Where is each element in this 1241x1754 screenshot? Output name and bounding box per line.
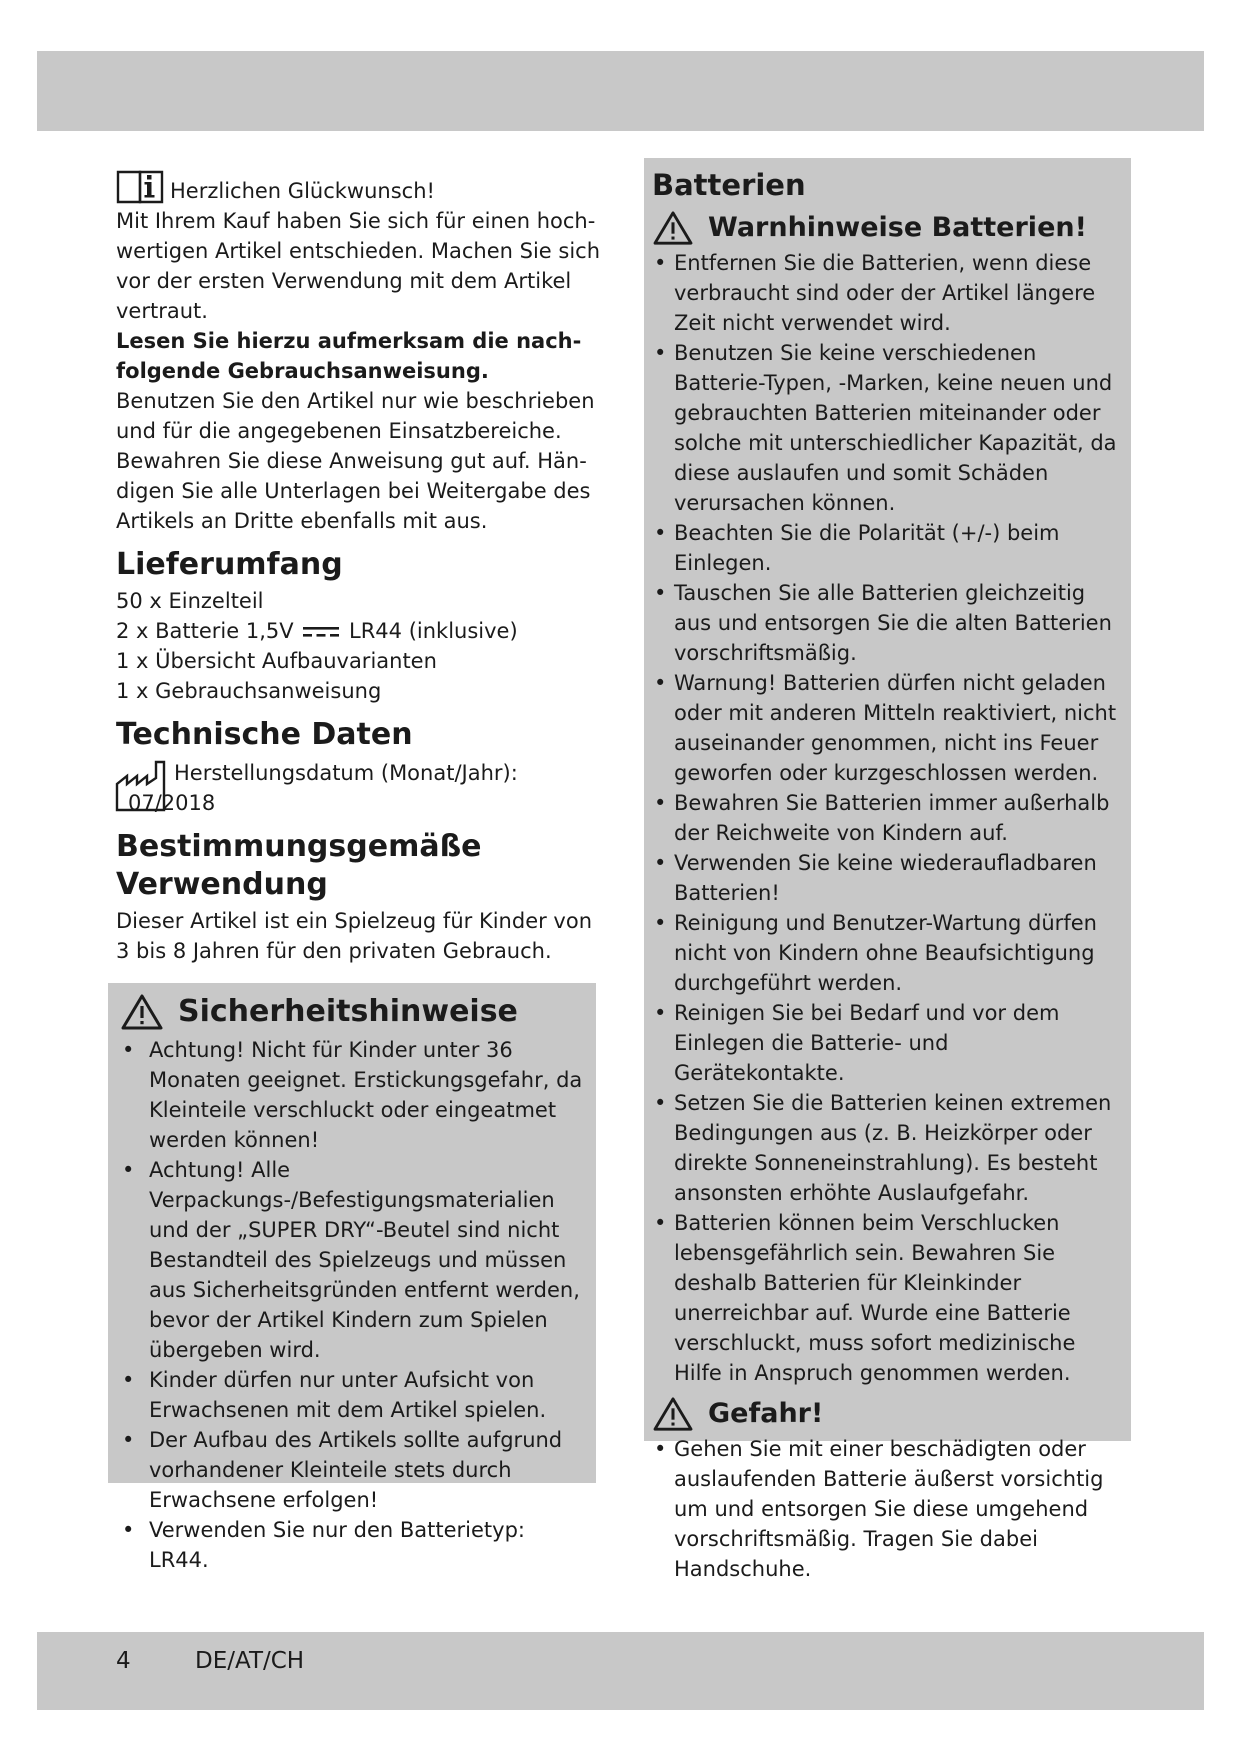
battery-warning-title: Warnhinweise Batterien! xyxy=(708,212,1087,243)
scope-item-2 xyxy=(116,616,606,646)
battery-title: Batterien xyxy=(652,168,806,202)
battery-item-6: • Bewahren Sie Batterien immer außerhalb der Reichweite von Kindern auf. xyxy=(652,788,1123,848)
manufacture-date-text xyxy=(128,758,518,818)
battery-item-11: • Batterien können beim Verschlucken lebensgefährlich sein. Bewahren Sie deshalb Batterien für Kleinkinder unerreichbar auf. Wurde eine Batterie verschluckt, muss sofort medizinische Hilfe in Anspruch genommen werden. xyxy=(652,1208,1123,1388)
read-instructions-line-2: folgende Gebrauchsanweisung. xyxy=(116,359,489,383)
intro-line-4: vertraut. xyxy=(116,299,208,323)
battery-warning-list xyxy=(652,248,1123,1388)
usage-line-5: Artikels an Dritte ebenfalls mit aus. xyxy=(116,509,488,533)
read-instructions-line-1: Lesen Sie hierzu aufmerksam die nach- xyxy=(116,329,582,353)
scope-item-2-prefix: 2 x Batterie 1,5V xyxy=(116,619,294,643)
manufacture-date-value: 07/2018 xyxy=(128,791,216,815)
manufacture-date-row xyxy=(116,758,606,818)
intended-use-line-2: 3 bis 8 Jahren für den privaten Gebrauch. xyxy=(116,939,552,963)
page-number: 4 xyxy=(116,1648,131,1674)
safety-heading xyxy=(120,993,584,1031)
battery-item-3: • Beachten Sie die Polarität (+/-) beim Einlegen. xyxy=(652,518,1123,578)
left-column xyxy=(116,168,606,966)
intro-line-3: vor der ersten Verwendung mit dem Artikel xyxy=(116,269,572,293)
usage-line-1: Benutzen Sie den Artikel nur wie beschrieben xyxy=(116,389,595,413)
safety-item-4: • Der Aufbau des Artikels sollte aufgrund vorhandener Kleinteile stets durch Erwachsene erfolgen! xyxy=(120,1425,584,1515)
usage-line-4: digen Sie alle Unterlagen bei Weitergabe des xyxy=(116,479,591,503)
safety-item-2: • Achtung! Alle Verpackungs-/Befestigungsmaterialien und der „SUPER DRY“-Beutel sind nicht Bestandteil des Spielzeugs und müssen aus Sicherheitsgründen entfernt werden, bevor der Artikel Kindern zum Spielen übergeben wird. xyxy=(120,1155,584,1365)
intro-greeting-row xyxy=(116,168,606,206)
battery-item-1: • Entfernen Sie die Batterien, wenn diese verbraucht sind oder der Artikel längere Zeit nicht verwendet wird. xyxy=(652,248,1123,338)
safety-item-3: • Kinder dürfen nur unter Aufsicht von Erwachsenen mit dem Artikel spielen. xyxy=(120,1365,584,1425)
danger-title: Gefahr! xyxy=(708,1398,824,1429)
language-codes: DE/AT/CH xyxy=(195,1648,305,1674)
battery-item-5: • Warnung! Batterien dürfen nicht geladen oder mit anderen Mitteln reaktiviert, nicht auseinander genommen, nicht ins Feuer geworfen oder kurzgeschlossen werden. xyxy=(652,668,1123,788)
usage-line-3: Bewahren Sie diese Anweisung gut auf. Hän- xyxy=(116,449,587,473)
usage-line-2: und für die angegebenen Einsatzbereiche. xyxy=(116,419,562,443)
battery-item-2: • Benutzen Sie keine verschiedenen Batterie-Typen, -Marken, keine neuen und gebrauchten Batterien miteinander oder solche mit unterschiedlicher Kapazität, da diese auslaufen und somit Schäden verursachen können. xyxy=(652,338,1123,518)
intended-use-title-1: Bestimmungsgemäße xyxy=(116,829,482,864)
battery-item-4: • Tauschen Sie alle Batterien gleichzeitig aus und entsorgen Sie die alten Batterien vorschriftsmäßig. xyxy=(652,578,1123,668)
warning-triangle-icon xyxy=(120,993,164,1031)
warning-triangle-icon xyxy=(652,1396,694,1432)
battery-item-9: • Reinigen Sie bei Bedarf und vor dem Einlegen die Batterie- und Gerätekontakte. xyxy=(652,998,1123,1088)
battery-box xyxy=(644,158,1131,1581)
danger-item-1: • Gehen Sie mit einer beschädigten oder auslaufenden Batterie äußerst vorsichtig um und entsorgen Sie diese umgehend vorschriftsmäßig. Tragen Sie dabei Handschuhe. xyxy=(652,1434,1123,1584)
scope-item-3: 1 x Übersicht Aufbauvarianten xyxy=(116,649,437,673)
scope-item-4: 1 x Gebrauchsanweisung xyxy=(116,679,382,703)
intro-line-2: wertigen Artikel entschieden. Machen Sie sich xyxy=(116,239,601,263)
safety-list xyxy=(120,1035,584,1575)
safety-item-1: • Achtung! Nicht für Kinder unter 36 Monaten geeignet. Erstickungsgefahr, da Kleinteile verschluckt oder eingeatmet werden können! xyxy=(120,1035,584,1155)
warning-triangle-icon xyxy=(652,210,694,246)
safety-item-5: • Verwenden Sie nur den Batterietyp: LR44. xyxy=(120,1515,584,1575)
greeting-text: Herzlichen Glückwunsch! xyxy=(170,179,435,203)
danger-list xyxy=(652,1434,1123,1584)
scope-item-2-suffix: LR44 (inklusive) xyxy=(349,619,518,643)
battery-item-7: • Verwenden Sie keine wiederaufladbaren Batterien! xyxy=(652,848,1123,908)
direct-current-symbol xyxy=(302,625,340,639)
danger-heading xyxy=(652,1394,1123,1434)
scope-title: Lieferumfang xyxy=(116,547,343,582)
book-info-icon xyxy=(116,168,166,206)
safety-box xyxy=(108,983,596,1572)
battery-item-10: • Setzen Sie die Batterien keinen extremen Bedingungen aus (z. B. Heizkörper oder direkte Sonneneinstrahlung). Es besteht ansonsten erhöhte Auslaufgefahr. xyxy=(652,1088,1123,1208)
intended-use-line-1: Dieser Artikel ist ein Spielzeug für Kinder von xyxy=(116,909,593,933)
safety-title: Sicherheitshinweise xyxy=(178,994,518,1029)
battery-warning-heading xyxy=(652,208,1123,248)
tech-title: Technische Daten xyxy=(116,717,413,752)
intro-line-1: Mit Ihrem Kauf haben Sie sich für einen hoch- xyxy=(116,209,596,233)
header-band xyxy=(37,51,1204,131)
manufacture-date-label: Herstellungsdatum (Monat/Jahr): xyxy=(174,761,518,785)
battery-item-8: • Reinigung und Benutzer-Wartung dürfen nicht von Kindern ohne Beaufsichtigung durchgeführt werden. xyxy=(652,908,1123,998)
scope-item-1: 50 x Einzelteil xyxy=(116,589,264,613)
intended-use-title-2: Verwendung xyxy=(116,867,328,902)
